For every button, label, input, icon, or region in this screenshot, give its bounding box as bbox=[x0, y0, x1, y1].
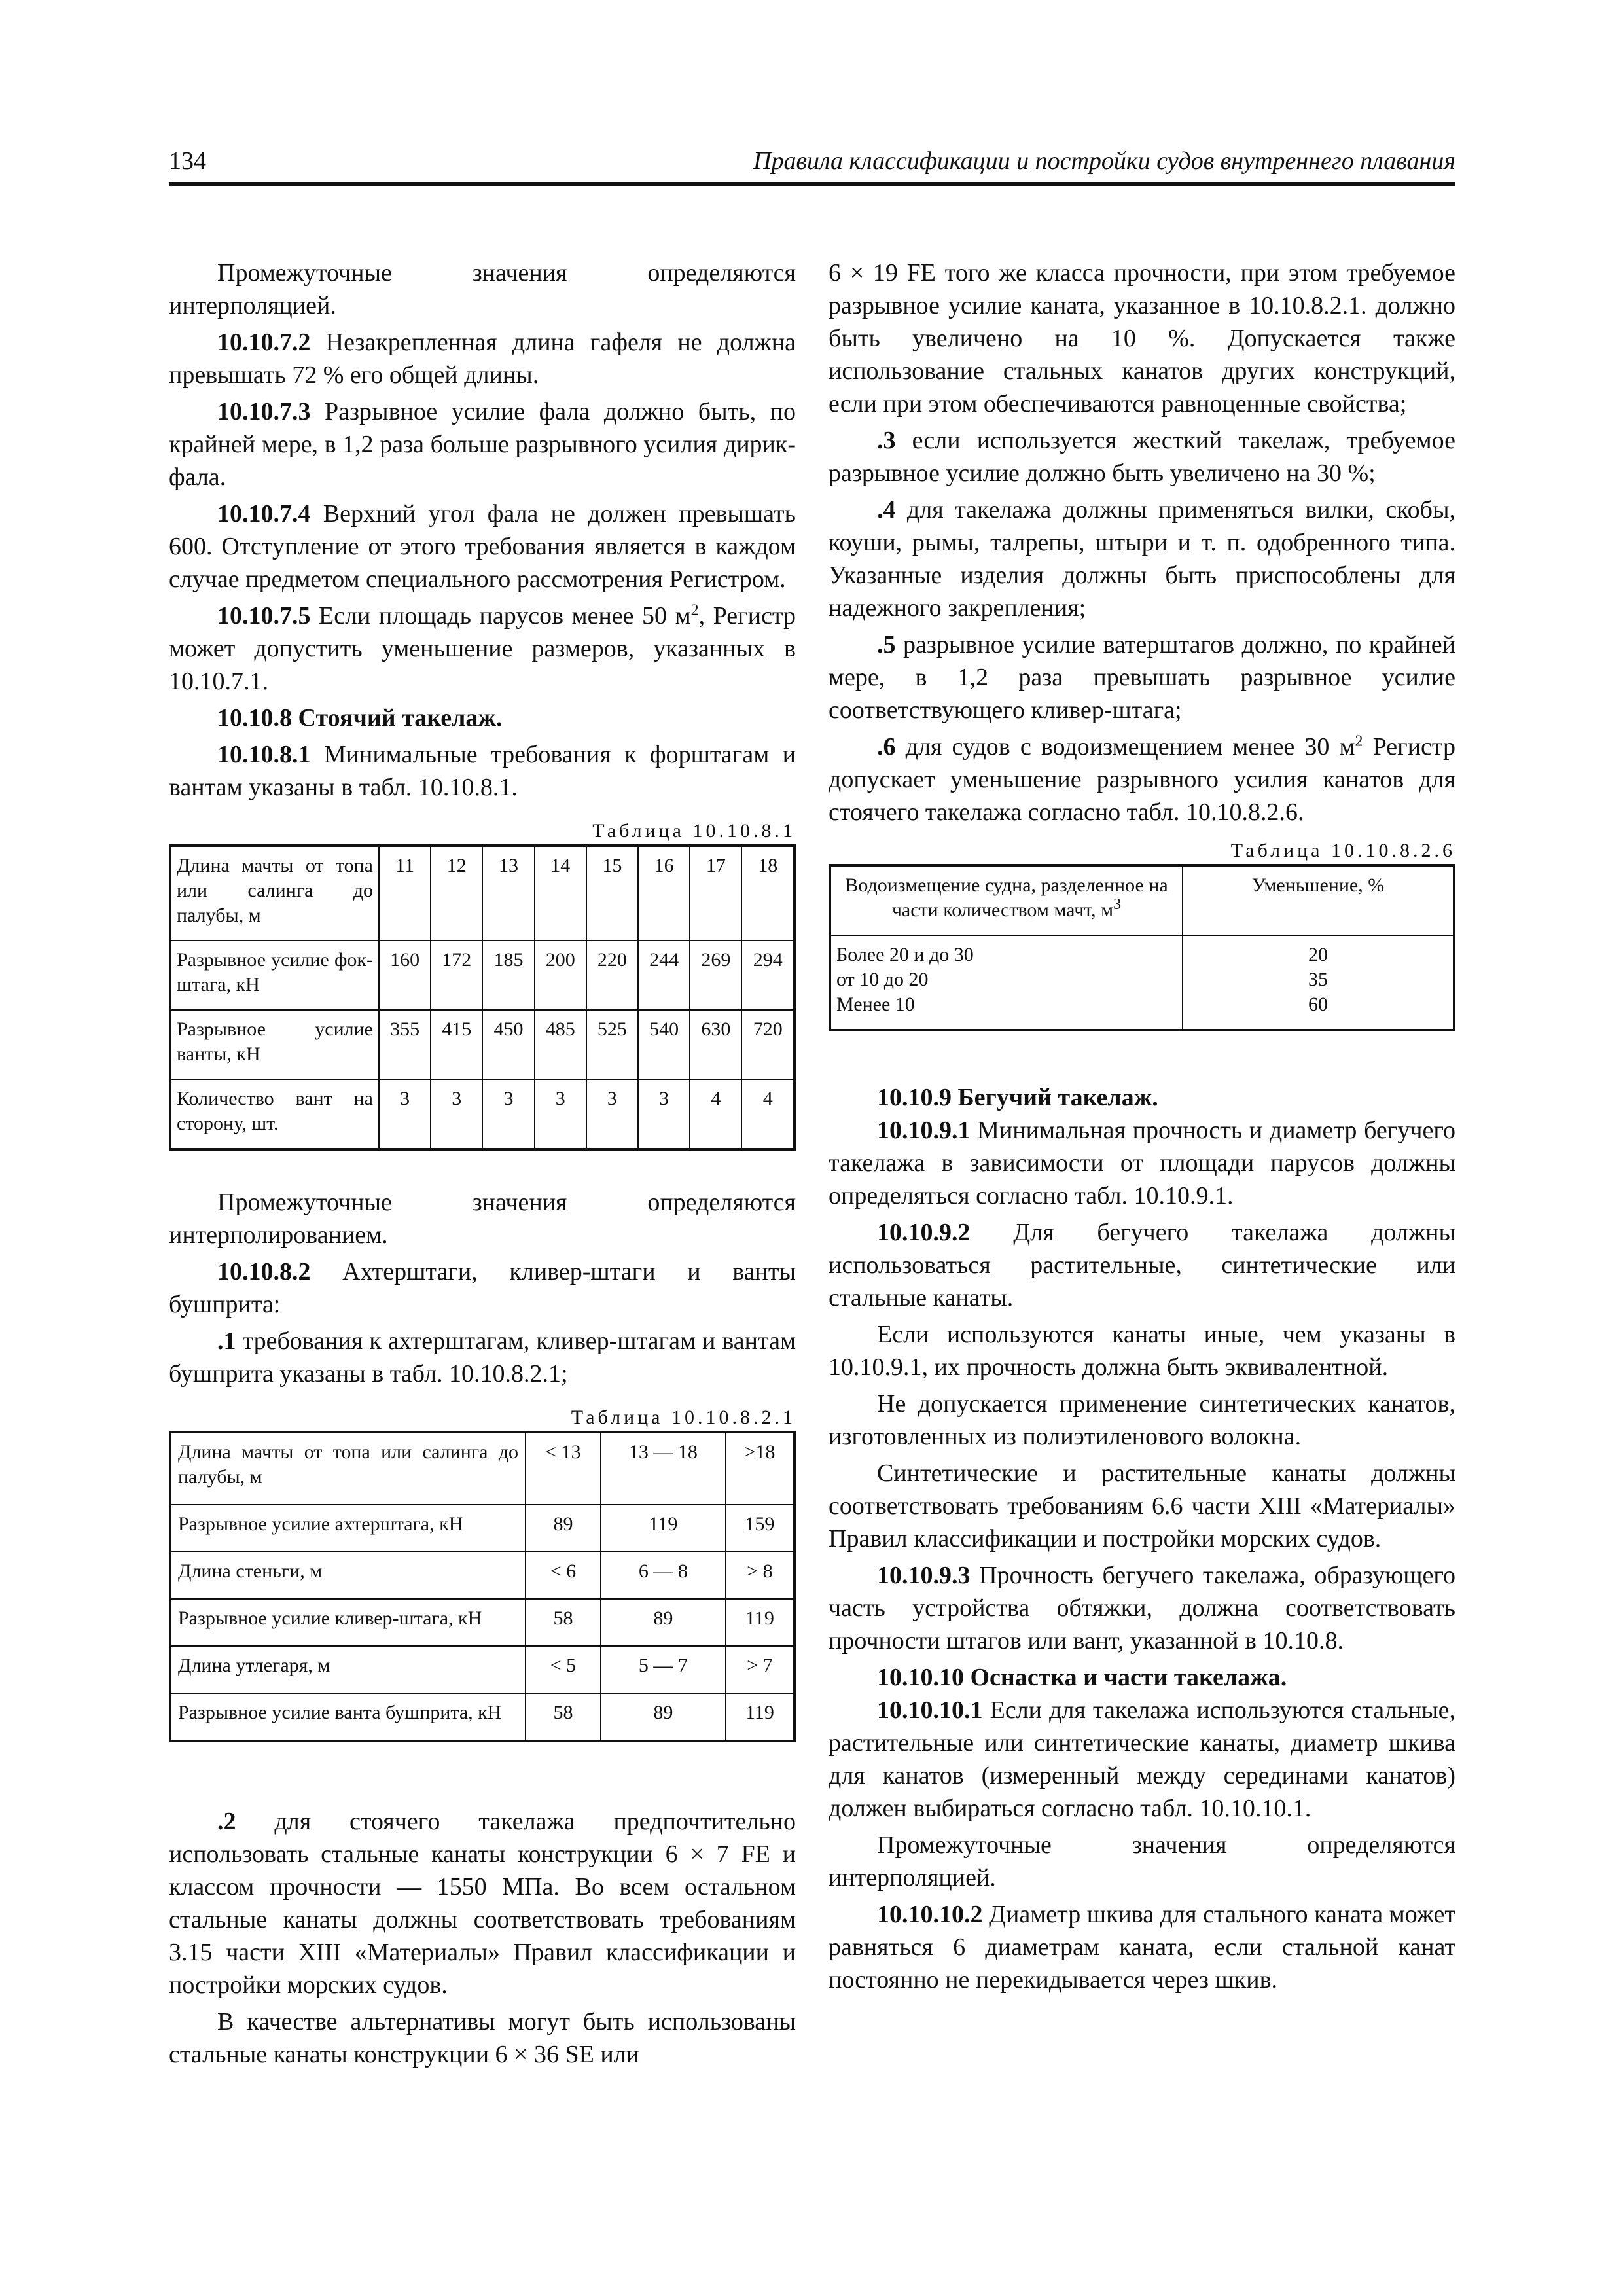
clause-number: 10.10.10.2 bbox=[877, 1901, 983, 1928]
table-cell: 200 bbox=[535, 941, 586, 1010]
page-number: 134 bbox=[169, 147, 206, 175]
table-row bbox=[170, 1079, 794, 1149]
table-10-10-8-2-6 bbox=[829, 864, 1455, 1031]
clause-number: 10.10.7.4 bbox=[217, 500, 311, 528]
table-cell: 4 bbox=[741, 1079, 794, 1149]
table-cell: 13 bbox=[482, 846, 534, 941]
table-cell bbox=[830, 935, 1183, 1030]
table-cell: 630 bbox=[690, 1010, 741, 1079]
table-cell: 220 bbox=[586, 941, 638, 1010]
paragraph: 10.10.7.3 Разрывное усилие фала должно быть, по крайней мере, в 1,2 раза больше разрывного усилия дирик-фала. bbox=[169, 398, 796, 491]
table-cell: < 5 bbox=[526, 1646, 601, 1693]
table-cell: > 7 bbox=[726, 1646, 794, 1693]
table-cell: Разрывное усилие ахтерштага, кН bbox=[170, 1505, 526, 1552]
table-cell: 269 bbox=[690, 941, 741, 1010]
table-cell: 160 bbox=[379, 941, 431, 1010]
paragraph: В качестве альтернативы могут быть использованы стальные канаты конструкции 6 × 36 SE или bbox=[169, 2008, 796, 2068]
right-column bbox=[829, 257, 1455, 1996]
clause-number: 10.10.9.2 bbox=[877, 1219, 971, 1246]
table-cell: 3 bbox=[482, 1079, 534, 1149]
paragraph: 10.10.7.2 Незакрепленная длина гафеля не должна превышать 72 % его общей длины. bbox=[169, 329, 796, 389]
clause-number: 10.10.7.5 bbox=[217, 602, 311, 630]
table-cell: 3 bbox=[431, 1079, 482, 1149]
table-cell bbox=[1183, 935, 1454, 1030]
table-cell: 294 bbox=[741, 941, 794, 1010]
table-cell: 58 bbox=[526, 1693, 601, 1741]
table-cell: Разрывное усилие ванта бушприта, кН bbox=[170, 1693, 526, 1741]
table-row bbox=[170, 1646, 794, 1693]
table-cell: Длина стеньги, м bbox=[170, 1552, 526, 1599]
table-cell: 3 bbox=[535, 1079, 586, 1149]
table-cell: > 8 bbox=[726, 1552, 794, 1599]
row-value: 35 bbox=[1308, 969, 1328, 990]
clause-number: 10.10.8.2 bbox=[217, 1258, 311, 1285]
table-cell: 5 — 7 bbox=[601, 1646, 726, 1693]
table-cell: 244 bbox=[638, 941, 690, 1010]
table-cell: Разрывное усилие фок-штага, кН bbox=[170, 941, 379, 1010]
paragraph: 10.10.9.1 Минимальная прочность и диаметр бегучего такелажа в зависимости от площади парусов должны определяться согласно табл. 10.10.9.1. bbox=[829, 1117, 1455, 1210]
table-cell: 119 bbox=[601, 1505, 726, 1552]
table-10-10-8-1 bbox=[169, 844, 796, 1151]
table-cell: 355 bbox=[379, 1010, 431, 1079]
table-cell: Длина утлегаря, м bbox=[170, 1646, 526, 1693]
table-caption: Таблица 10.10.8.2.1 bbox=[571, 1407, 796, 1428]
table-cell: 16 bbox=[638, 846, 690, 941]
table-cell: 485 bbox=[535, 1010, 586, 1079]
clause-number: 10.10.9.1 bbox=[877, 1117, 971, 1144]
table-cell: 4 bbox=[690, 1079, 741, 1149]
paragraph: Промежуточные значения определяются интерполяцией. bbox=[169, 259, 796, 319]
table-cell: 525 bbox=[586, 1010, 638, 1079]
clause-number: 10.10.9.3 bbox=[877, 1562, 971, 1589]
table-row bbox=[170, 1599, 794, 1646]
table-cell: 540 bbox=[638, 1010, 690, 1079]
table-cell: 172 bbox=[431, 941, 482, 1010]
table-row bbox=[170, 1010, 794, 1079]
row-label: Менее 10 bbox=[836, 994, 915, 1015]
clause-number: .5 bbox=[877, 631, 896, 658]
table-cell: 18 bbox=[741, 846, 794, 941]
page-header bbox=[169, 145, 1455, 186]
table-row bbox=[170, 941, 794, 1010]
paragraph: .4 для такелажа должны применяться вилки, скобы, коуши, рымы, талрепы, штыри и т. п. одобренного типа. Указанные изделия должны быть приспособлены для надежного закрепления; bbox=[829, 496, 1455, 622]
table-cell: 11 bbox=[379, 846, 431, 941]
clause-number: .6 bbox=[877, 733, 896, 761]
clause-number: .1 bbox=[217, 1327, 236, 1355]
table-caption: Таблица 10.10.8.1 bbox=[592, 820, 796, 842]
table-cell: Уменьшение, % bbox=[1183, 865, 1454, 935]
table-cell: 3 bbox=[638, 1079, 690, 1149]
paragraph: 10.10.8.2 Ахтерштаги, кливер-штаги и ванты бушприта: bbox=[169, 1258, 796, 1318]
table-cell: Длина мачты от топа или салинга до палубы, м bbox=[170, 846, 379, 941]
paragraph: 10.10.9.3 Прочность бегучего такелажа, образующего часть устройства обтяжки, должна соответствовать прочности штагов или вант, указанной в 10.10.8. bbox=[829, 1562, 1455, 1655]
table-cell: < 13 bbox=[526, 1432, 601, 1505]
running-title: Правила классификации и постройки судов внутреннего плавания bbox=[753, 147, 1455, 175]
table-10-10-8-2-1 bbox=[169, 1431, 796, 1742]
table-cell: 119 bbox=[726, 1693, 794, 1741]
table-cell: 89 bbox=[526, 1505, 601, 1552]
paragraph: 10.10.10.2 Диаметр шкива для стального каната может равняться 6 диаметрам каната, если стальной канат постоянно не перекидывается через шкив. bbox=[829, 1901, 1455, 1994]
table-cell: Количество вант на сторону, шт. bbox=[170, 1079, 379, 1149]
clause-number: 10.10.7.2 bbox=[217, 329, 311, 356]
section-heading: 10.10.9 Бегучий такелаж. bbox=[877, 1084, 1158, 1111]
paragraph: .3 если используется жесткий такелаж, требуемое разрывное усилие должно быть увеличено на 30 %; bbox=[829, 427, 1455, 487]
table-cell: 89 bbox=[601, 1599, 726, 1646]
table-cell: 119 bbox=[726, 1599, 794, 1646]
table-cell: 415 bbox=[431, 1010, 482, 1079]
table-cell: 17 bbox=[690, 846, 741, 941]
table-cell: < 6 bbox=[526, 1552, 601, 1599]
table-row bbox=[830, 865, 1454, 935]
clause-number: 10.10.10.1 bbox=[877, 1696, 983, 1724]
paragraph: 10.10.8.1 Минимальные требования к форштагам и вантам указаны в табл. 10.10.8.1. bbox=[169, 741, 796, 801]
table-cell: 12 bbox=[431, 846, 482, 941]
table-cell: 185 bbox=[482, 941, 534, 1010]
section-heading: 10.10.8 Стоячий такелаж. bbox=[217, 704, 503, 732]
table-cell: 6 — 8 bbox=[601, 1552, 726, 1599]
table-cell: 89 bbox=[601, 1693, 726, 1741]
table-cell: Длина мачты от топа или салинга до палубы, м bbox=[170, 1432, 526, 1505]
table-cell: >18 bbox=[726, 1432, 794, 1505]
table-cell: 3 bbox=[379, 1079, 431, 1149]
row-value: 20 bbox=[1308, 944, 1328, 965]
table-cell: 159 bbox=[726, 1505, 794, 1552]
paragraph: 6 × 19 FE того же класса прочности, при этом требуемое разрывное усилие каната, указанное в 10.10.8.2.1. должно быть увеличено на 10 %. Допускается также использование стальных канатов других конструкций, если при этом обеспечиваются равноценные свойства; bbox=[829, 259, 1455, 418]
table-row bbox=[170, 1693, 794, 1741]
clause-number: 10.10.7.3 bbox=[217, 398, 311, 425]
section-heading: 10.10.10 Оснастка и части такелажа. bbox=[877, 1664, 1287, 1691]
paragraph: Промежуточные значения определяются интерполяцией. bbox=[829, 1831, 1455, 1892]
paragraph: Если используются канаты иные, чем указаны в 10.10.9.1, их прочность должна быть эквивалентной. bbox=[829, 1321, 1455, 1381]
table-cell: 14 bbox=[535, 846, 586, 941]
table-cell: 450 bbox=[482, 1010, 534, 1079]
paragraph: 10.10.7.5 Если площадь парусов менее 50 $м^2$, Регистр может допустить уменьшение размеров, указанных в 10.10.7.1. bbox=[169, 601, 796, 695]
clause-number: .3 bbox=[877, 427, 896, 454]
table-cell: Водоизмещение судна, разделенное на части количеством мачт, $м^3$ bbox=[830, 865, 1183, 935]
table-caption: Таблица 10.10.8.2.6 bbox=[1230, 840, 1455, 861]
table-cell: Разрывное усилие кливер-штага, кН bbox=[170, 1599, 526, 1646]
table-cell: 15 bbox=[586, 846, 638, 941]
paragraph: 10.10.9.2 Для бегучего такелажа должны использоваться растительные, синтетические или стальные канаты. bbox=[829, 1219, 1455, 1312]
paragraph: .5 разрывное усилие ватерштагов должно, по крайней мере, в 1,2 раза превышать разрывное усилие соответствующего кливер-штага; bbox=[829, 631, 1455, 724]
paragraph: .6 для судов с водоизмещением менее 30 $м^2$ Регистр допускает уменьшение разрывного усилия канатов для стоячего такелажа согласно табл. 10.10.8.2.6. bbox=[829, 732, 1455, 826]
table-cell: Разрывное усилие ванты, кН bbox=[170, 1010, 379, 1079]
table-row bbox=[830, 935, 1454, 1030]
paragraph: Синтетические и растительные канаты должны соответствовать требованиям 6.6 части XIII «Материалы» Правил классификации и постройки морских судов. bbox=[829, 1460, 1455, 1552]
row-label: Более 20 и до 30 bbox=[836, 944, 974, 965]
clause-number: 10.10.8.1 bbox=[217, 741, 311, 768]
table-cell: 58 bbox=[526, 1599, 601, 1646]
clause-number: .2 bbox=[217, 1808, 236, 1835]
paragraph: .1 требования к ахтерштагам, кливер-штагам и вантам бушприта указаны в табл. 10.10.8.2.1; bbox=[169, 1327, 796, 1388]
paragraph: Промежуточные значения определяются интерполированием. bbox=[169, 1189, 796, 1249]
table-cell: 3 bbox=[586, 1079, 638, 1149]
paragraph: 10.10.10.1 Если для такелажа используются стальные, растительные или синтетические канаты, диаметр шкива для канатов (измеренный между серединами канатов) должен выбираться согласно табл. 10.10.10.1. bbox=[829, 1696, 1455, 1822]
left-column bbox=[169, 257, 796, 2071]
row-value: 60 bbox=[1308, 994, 1328, 1015]
paragraph: Не допускается применение синтетических канатов, изготовленных из полиэтиленового волокна. bbox=[829, 1390, 1455, 1450]
table-row bbox=[170, 1552, 794, 1599]
row-label: от 10 до 20 bbox=[836, 969, 929, 990]
table-row bbox=[170, 846, 794, 941]
paragraph: .2 для стоячего такелажа предпочтительно использовать стальные канаты конструкции 6 × 7 FE и классом прочности — 1550 МПа. Во всем остальном стальные канаты должны соответствовать требованиям 3.15 части XIII «Материалы» Правил классификации и постройки морских судов. bbox=[169, 1808, 796, 1999]
clause-number: .4 bbox=[877, 496, 896, 524]
paragraph: 10.10.7.4 Верхний угол фала не должен превышать 600. Отступление от этого требования является в каждом случае предметом специального рассмотрения Регистром. bbox=[169, 500, 796, 593]
table-cell: 720 bbox=[741, 1010, 794, 1079]
table-cell: 13 — 18 bbox=[601, 1432, 726, 1505]
table-row bbox=[170, 1432, 794, 1505]
table-row bbox=[170, 1505, 794, 1552]
